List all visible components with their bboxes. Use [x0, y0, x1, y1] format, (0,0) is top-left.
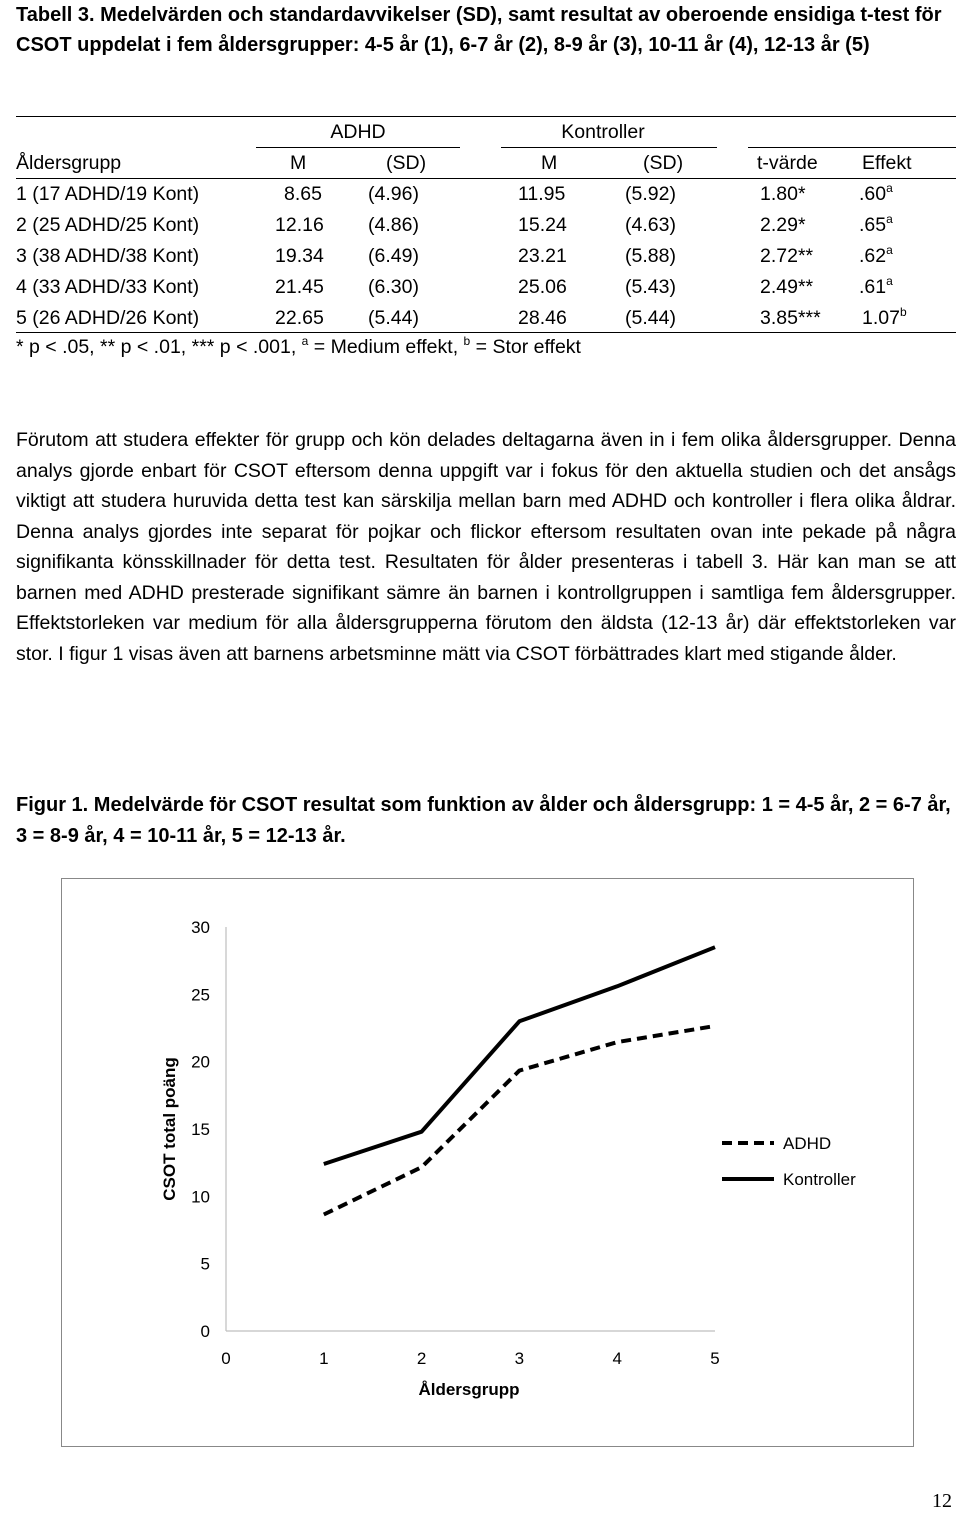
series-line-adhd: [324, 1026, 715, 1215]
x-tick-label: 5: [710, 1349, 720, 1368]
row-adhd-sd: (4.96): [368, 183, 419, 205]
header-bottom-rule: [16, 178, 956, 179]
adhd-group-header: ADHD: [330, 121, 386, 143]
series-line-kontroller: [324, 947, 715, 1164]
y-tick-label: 25: [191, 985, 210, 1005]
page-number: 12: [932, 1490, 952, 1512]
y-tick-label: 0: [200, 1322, 210, 1341]
row-kontroller-m: 28.46: [518, 307, 567, 329]
note-significance: * p < .05, ** p < .01, *** p < .001,: [16, 336, 302, 358]
effect-value: .65: [859, 214, 887, 236]
x-tick-label: 2: [416, 1349, 427, 1368]
row-adhd-m: 12.16: [275, 214, 324, 236]
row-adhd-m: 22.65: [275, 307, 324, 329]
row-kontroller-m: 11.95: [518, 183, 566, 205]
row-t-value: 2.72**: [760, 245, 814, 267]
row-adhd-sd: (6.30): [368, 276, 419, 298]
stats-group-rule: [748, 147, 956, 148]
row-kontroller-sd: (5.44): [625, 307, 676, 329]
row-kontroller-m: 23.21: [518, 245, 567, 267]
effect-superscript: a: [886, 243, 893, 257]
note-large-effect: = Stor effekt: [470, 336, 581, 358]
x-tick-labels: [221, 1349, 719, 1368]
y-tick-labels: [191, 918, 210, 1341]
column-header-kontroller-sd: (SD): [643, 152, 684, 174]
legend-kontroller-label: Kontroller: [783, 1170, 856, 1189]
row-kontroller-sd: (5.88): [625, 245, 676, 267]
figure-caption: Figur 1. Medelvärde för CSOT resultat som funktion av ålder och åldersgrupp: 1 = 4-5 år, 2 = 6-7 år, 3 = 8-9 år, 4 = 10-11 år, 5 = 12-13 år.: [16, 794, 951, 847]
row-effect: [859, 244, 893, 268]
row-t-value: 2.29*: [760, 214, 806, 236]
table-caption: [16, 0, 946, 60]
column-header-t-value: t-värde: [757, 152, 818, 174]
y-tick-label: 5: [200, 1254, 210, 1274]
effect-superscript: b: [899, 305, 907, 319]
row-adhd-sd: (6.49): [368, 245, 419, 267]
legend: [722, 1134, 856, 1189]
note-superscript-b: b: [463, 334, 471, 348]
note-superscript-a: a: [301, 334, 309, 348]
kontroller-group-header: Kontroller: [561, 121, 645, 143]
row-age-group: 4 (33 ADHD/33 Kont): [16, 276, 200, 298]
row-adhd-sd: (5.44): [368, 307, 419, 329]
effect-value: .62: [859, 245, 887, 267]
x-tick-label: 3: [514, 1349, 525, 1368]
y-tick-label: 30: [191, 918, 210, 937]
row-t-value: 1.80*: [760, 183, 806, 205]
effect-value: .61: [859, 276, 887, 298]
row-effect: [859, 275, 893, 299]
line-chart: [62, 879, 913, 1446]
row-kontroller-sd: (5.43): [625, 276, 676, 298]
legend-adhd-label: ADHD: [783, 1134, 832, 1153]
series-layer: [324, 947, 715, 1214]
y-axis-label: CSOT total poäng: [160, 1057, 179, 1201]
chart-container: [61, 878, 914, 1447]
row-effect: [859, 213, 893, 237]
row-kontroller-m: 25.06: [518, 276, 567, 298]
effect-superscript: a: [886, 181, 893, 195]
row-age-group: 3 (38 ADHD/38 Kont): [16, 245, 200, 267]
row-adhd-m: 21.45: [275, 276, 324, 298]
x-tick-label: 0: [221, 1349, 231, 1368]
column-header-adhd-m: M: [290, 152, 307, 174]
body-paragraph: Förutom att studera effekter för grupp och kön delades deltagarna även in i fem olika åldersgrupper. Denna analys gjorde enbart för CSOT eftersom denna uppgift var i fokus för den aktuella studien och det ansågs viktigt att studera huruvida detta test kan särskilja mellan barn med ADHD och kontroller i flera olika åldrar. Denna analys gjordes inte separat för pojkar och flickor eftersom resultaten ovan inte pekade på några signifikanta könsskillnader för detta test. Resultaten för ålder presenteras i tabell 3. Här kan man se att barnen med ADHD presterade signifikant sämre än barnen i kontrollgruppen i samtliga fem åldersgrupper. Effektstorleken var medium för alla åldersgrupperna förutom den äldsta (12-13 år) där effektstorleken var stor. I figur 1 visas även att barnens arbetsminne mätt via CSOT förbättrades klart med stigande ålder.: [16, 429, 956, 665]
row-kontroller-m: 15.24: [518, 214, 567, 236]
note-medium-effect: = Medium effekt,: [308, 336, 464, 358]
table-top-rule: [16, 116, 956, 117]
table-caption-text: Medelvärden och standardavvikelser (SD), samt resultat av oberoende ensidiga t-test för CSOT uppdelat i fem åldersgrupper: 4-5 år (1), 6-7 år (2), 8-9 år (3), 10-11 år (4), 12-13 år (5): [16, 4, 942, 56]
row-t-value: 3.85***: [760, 307, 821, 329]
column-header-adhd-sd: (SD): [386, 152, 427, 174]
y-tick-label: 10: [191, 1187, 210, 1207]
table-caption-label: Tabell 3.: [16, 4, 95, 26]
effect-value: .60: [859, 183, 887, 205]
column-header-kontroller-m: M: [541, 152, 558, 174]
column-header-age-group: Åldersgrupp: [16, 152, 122, 174]
table-bottom-rule: [16, 332, 956, 333]
x-tick-label: 4: [612, 1349, 622, 1368]
y-tick-label: 20: [191, 1052, 210, 1072]
row-t-value: 2.49**: [760, 276, 814, 298]
row-age-group: 2 (25 ADHD/25 Kont): [16, 214, 200, 236]
effect-superscript: a: [886, 212, 893, 226]
row-adhd-m: 8.65: [284, 183, 322, 205]
x-tick-label: 1: [319, 1349, 329, 1368]
row-adhd-m: 19.34: [275, 245, 324, 267]
x-axis-label: Åldersgrupp: [418, 1380, 520, 1399]
kontroller-group-rule: [501, 147, 717, 148]
column-header-effect: Effekt: [862, 152, 912, 174]
y-tick-label: 15: [191, 1120, 210, 1139]
row-kontroller-sd: (5.92): [625, 183, 676, 205]
row-effect: [862, 306, 907, 330]
row-effect: [859, 182, 893, 206]
row-age-group: 1 (17 ADHD/19 Kont): [16, 183, 200, 205]
table-note: [16, 336, 581, 359]
row-age-group: 5 (26 ADHD/26 Kont): [16, 307, 200, 329]
row-adhd-sd: (4.86): [368, 214, 419, 236]
effect-value: 1.07: [862, 307, 900, 329]
row-kontroller-sd: (4.63): [625, 214, 676, 236]
adhd-group-rule: [256, 147, 460, 148]
effect-superscript: a: [886, 274, 893, 288]
